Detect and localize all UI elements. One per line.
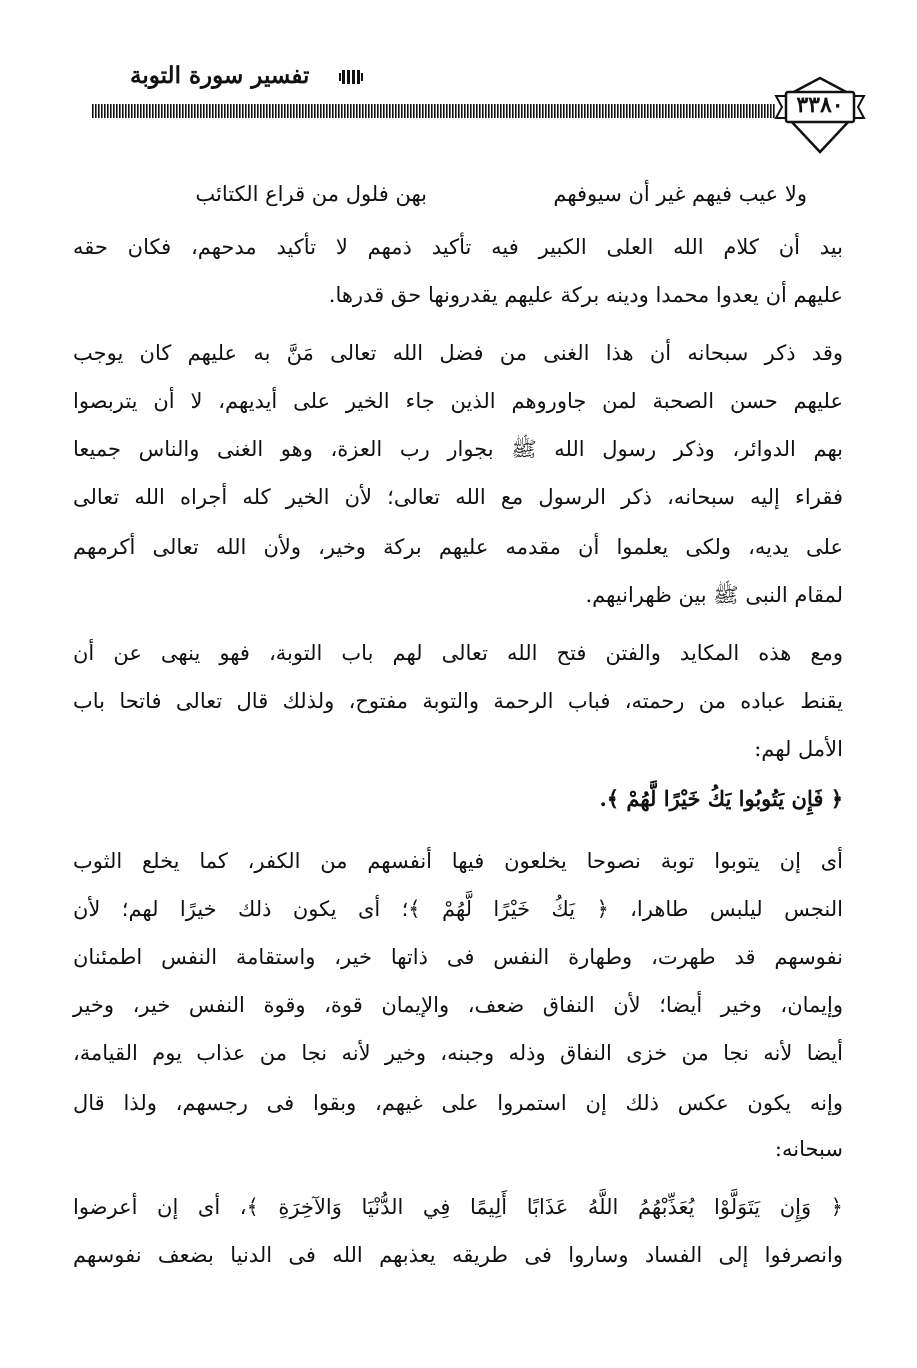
text-line: فقراء إليه سبحانه، ذكر الرسول مع الله تعالى؛ لأن الخير كله أجراه الله تعالى <box>73 485 843 509</box>
text-line: سبحانه: <box>774 1137 843 1161</box>
text-line: يقنط عباده من رحمته، فباب الرحمة والتوبة مفتوح، ولذلك قال تعالى فاتحا باب <box>73 689 843 713</box>
verse-hemistich-first: ولا عيب فيهم غير أن سيوفهم <box>553 182 807 206</box>
text-line: لمقام النبى ﷺ بين ظهرانيهم. <box>585 583 843 607</box>
text-line: عليهم حسن الصحبة لمن جاوروهم الذين جاء الخير على أيديهم، لا أن يتربصوا <box>73 389 843 413</box>
text-line: ﴿ وَإِن يَتَوَلَّوْا يُعَذِّبْهُمُ اللَّهُ عَذَابًا أَلِيمًا فِي الدُّنْيَا وَالآخِرَةِ ﴾، أى إن أعرضوا <box>73 1195 843 1219</box>
text-line: وقد ذكر سبحانه أن هذا الغنى من فضل الله تعالى مَنَّ به عليهم كان يوجب <box>73 341 843 365</box>
text-line: النجس ليلبس طاهرا، ﴿ يَكُ خَيْرًا لَّهُمْ ﴾؛ أى يكون ذلك خيرًا لهم؛ لأن <box>73 897 843 921</box>
text-line: نفوسهم قد طهرت، وطهارة النفس فى ذاتها خير، واستقامة النفس اطمئنان <box>73 945 843 969</box>
text-line: أيضا لأنه نجا من خزى النفاق وذله وجبنه، وخير لأنه نجا من عذاب يوم القيامة، <box>73 1041 843 1065</box>
verse-hemistich-second: بهن فلول من قراع الكتائب <box>195 182 427 206</box>
ornament-icon <box>338 66 364 88</box>
text-line: أى إن يتوبوا توبة نصوحا يخلعون فيها أنفسهم من الكفر، كما يخلع الثوب <box>73 849 843 873</box>
header-rule <box>92 104 775 118</box>
page-number: ٣٣٨٠ <box>796 92 844 118</box>
quran-verse: ﴿ فَإِن يَتُوبُوا يَكُ خَيْرًا لَّهُمْ ﴾. <box>599 786 843 811</box>
page-body <box>0 170 917 1368</box>
text-line: على يديه، ولكى يعلموا أن مقدمه عليهم بركة وخير، ولأن الله تعالى أكرمهم <box>73 535 843 559</box>
running-title: تفسير سورة التوبة <box>130 62 310 89</box>
text-line: الأمل لهم: <box>754 737 843 761</box>
text-line: وإنه يكون عكس ذلك إن استمروا على غيهم، وبقوا فى رجسهم، ولذا قال <box>73 1091 843 1115</box>
page-header <box>0 0 917 170</box>
text-line: وإيمان، وخير أيضا؛ لأن النفاق ضعف، والإيمان قوة، وقوة النفس خير، وخير <box>73 993 843 1017</box>
text-line: عليهم أن يعدوا محمدا ودينه بركة عليهم يقدرونها حق قدرها. <box>328 283 843 307</box>
text-line: بهم الدوائر، وذكر رسول الله ﷺ بجوار رب العزة، وهو الغنى والناس جميعا <box>73 437 843 461</box>
text-line: بيد أن كلام الله العلى الكبير فيه تأكيد ذمهم لا تأكيد مدحهم، فكان حقه <box>73 235 843 259</box>
text-line: وانصرفوا إلى الفساد وساروا فى طريقه يعذبهم الله فى الدنيا بضعف نفوسهم <box>73 1243 843 1267</box>
text-line: ومع هذه المكايد والفتن فتح الله تعالى لهم باب التوبة، فهو ينهى عن أن <box>73 641 843 665</box>
